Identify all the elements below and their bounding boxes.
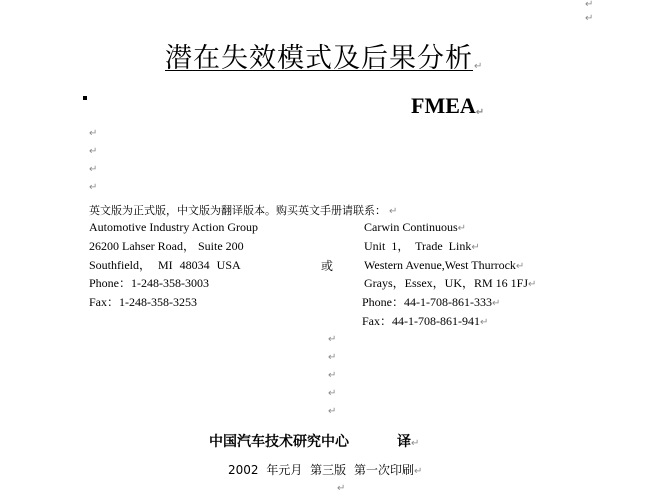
paragraph-mark: ↵ xyxy=(411,438,420,449)
right-contact-line: Carwin Continuous↵ xyxy=(364,220,467,234)
purchase-note xyxy=(89,202,398,218)
paragraph-mark: ↵ xyxy=(475,107,485,118)
paragraph-mark: ↵ xyxy=(328,334,337,345)
left-contact-line: 26200 Lahser Road， Suite 200 xyxy=(89,239,244,253)
document-subtitle xyxy=(411,93,484,119)
paragraph-mark: ↵ xyxy=(515,261,525,272)
right-contact-line: Grays，Essex，UK，RM 16 1FJ↵ xyxy=(364,276,537,290)
paragraph-mark: ↵ xyxy=(328,406,337,417)
paragraph-mark: ↵ xyxy=(328,352,337,363)
translator-name: 中国汽车技术研究中心 xyxy=(209,434,349,450)
left-contact-line: Fax：1-248-358-3253 xyxy=(89,295,197,309)
paragraph-mark: ↵ xyxy=(492,298,501,309)
paragraph-mark: ↵ xyxy=(585,0,594,10)
right-contact-line: Phone：44-1-708-861-333↵ xyxy=(362,295,501,309)
paragraph-mark: ↵ xyxy=(89,164,98,175)
subtitle-text: FMEA xyxy=(411,93,476,118)
paragraph-mark: ↵ xyxy=(328,388,337,399)
left-contact-line: Southfield， MI 48034 USA xyxy=(89,258,241,272)
right-contact-line: Unit 1， Trade Link↵ xyxy=(364,239,480,253)
paragraph-mark: ↵ xyxy=(528,279,537,290)
paragraph-mark: ↵ xyxy=(480,317,489,328)
translator-suffix: 译 xyxy=(397,434,411,450)
paragraph-mark: ↵ xyxy=(457,223,467,234)
translator-line xyxy=(209,431,419,451)
edition-line xyxy=(228,461,422,478)
right-contact-line: Western Avenue,West Thurrock↵ xyxy=(364,258,525,272)
edition-text: 2002 年元月 第三版 第一次印刷 xyxy=(228,463,414,477)
paragraph-mark: ↵ xyxy=(89,146,98,157)
right-contact-line: Fax：44-1-708-861-941↵ xyxy=(362,314,489,328)
paragraph-mark: ↵ xyxy=(471,242,480,253)
paragraph-mark: ↵ xyxy=(328,370,337,381)
left-contact-line: Automotive Industry Action Group xyxy=(89,220,258,234)
paragraph-mark: ↵ xyxy=(474,61,484,72)
paragraph-mark: ↵ xyxy=(89,128,98,139)
document-title xyxy=(165,42,482,76)
bullet-dot xyxy=(83,96,87,100)
paragraph-mark: ↵ xyxy=(337,483,346,494)
left-contact-line: Phone：1-248-358-3003 xyxy=(89,276,209,290)
or-label: 或 xyxy=(321,259,334,273)
title-text: 潜在失效模式及后果分析 xyxy=(165,43,473,74)
purchase-note-text: 英文版为正式版，中文版为翻译版本。购买英文手册请联系： xyxy=(89,204,386,217)
paragraph-mark: ↵ xyxy=(413,466,423,477)
paragraph-mark: ↵ xyxy=(585,13,594,24)
paragraph-mark: ↵ xyxy=(389,206,398,217)
paragraph-mark: ↵ xyxy=(89,182,98,193)
